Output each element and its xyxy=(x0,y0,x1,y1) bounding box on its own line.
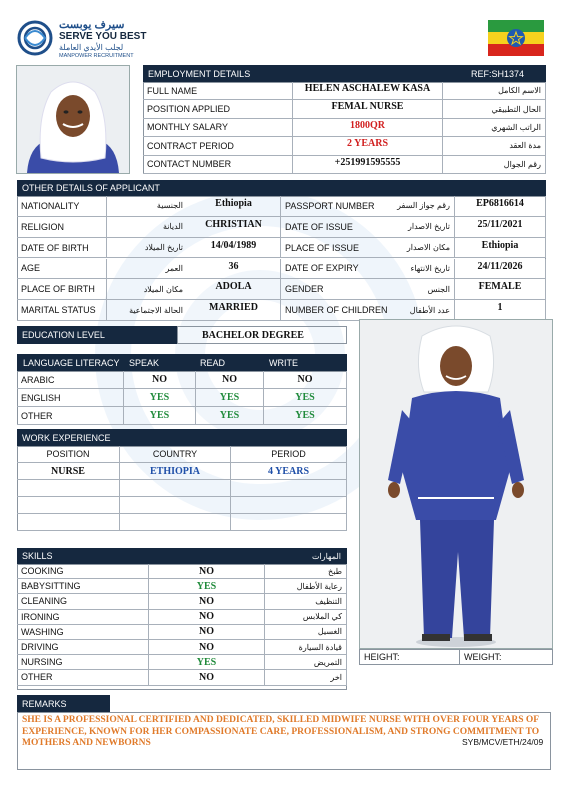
employment-label: MONTHLY SALARY xyxy=(143,119,293,137)
skill-value: NO xyxy=(149,564,265,579)
skill-value: NO xyxy=(149,610,265,625)
employment-label-arabic: مدة العقد xyxy=(443,137,546,155)
employment-header-label: EMPLOYMENT DETAILS xyxy=(148,68,251,79)
employment-label-arabic: الراتب الشهري xyxy=(443,119,546,137)
employment-value: FEMAL NURSE xyxy=(293,100,443,118)
other-right-label-arabic: الجنس xyxy=(371,279,455,300)
education-label: EDUCATION LEVEL xyxy=(22,330,105,340)
other-right-label-arabic: عدد الأطفال xyxy=(371,300,455,321)
employment-label-arabic: الحال التطبيقي xyxy=(443,100,546,118)
employment-label-arabic: الاسم الكامل xyxy=(443,82,546,100)
employment-label: CONTACT NUMBER xyxy=(143,156,293,174)
skill-name: WASHING xyxy=(17,625,149,640)
work-cell xyxy=(231,514,347,531)
employment-label: FULL NAME xyxy=(143,82,293,100)
work-experience-label: WORK EXPERIENCE xyxy=(22,432,111,443)
work-cell xyxy=(120,497,231,514)
language-speak: NO xyxy=(124,371,196,389)
other-right-label-arabic: تاريخ الاصدار xyxy=(371,217,455,238)
language-col-read: READ xyxy=(200,357,226,368)
skills-header xyxy=(17,548,347,564)
skill-name: BABYSITTING xyxy=(17,579,149,594)
language-header xyxy=(17,354,347,371)
language-write: NO xyxy=(264,371,347,389)
other-right-label: GENDER xyxy=(281,279,371,300)
logo-arabic: سيرف يوبست xyxy=(59,19,125,31)
skill-name: IRONING xyxy=(17,610,149,625)
employment-value: 2 YEARS xyxy=(293,137,443,155)
employment-value: 1800QR xyxy=(293,119,443,137)
other-left-label-arabic: الحالة الاجتماعية xyxy=(107,300,187,321)
reference-number: REF:SH1374 xyxy=(471,68,525,79)
work-cell xyxy=(17,480,120,497)
work-cell xyxy=(231,480,347,497)
other-right-label: NUMBER OF CHILDREN xyxy=(281,300,371,321)
skill-value: NO xyxy=(149,594,265,609)
work-cell xyxy=(120,514,231,531)
other-left-value: 14/04/1989 xyxy=(187,238,281,259)
skill-value: NO xyxy=(149,670,265,685)
other-right-label: DATE OF EXPIRY xyxy=(281,259,371,280)
skill-name-arabic: رعاية الأطفال xyxy=(265,579,347,594)
language-col-name: LANGUAGE LITERACY xyxy=(23,357,120,368)
other-right-value: EP6816614 xyxy=(455,196,546,217)
other-left-value: Ethiopia xyxy=(187,196,281,217)
remarks-text: SHE IS A PROFESSIONAL CERTIFIED AND DEDICATED, SKILLED MIDWIFE NURSE WITH OVER FOUR YEARS OF EXPERIENCE, KNOWN FOR HER COMPASSIONATE CARE, PROFESSIONALISM, AND STRONG COMMITMENT TO MOTHERS AND NEWBORNS xyxy=(22,715,540,748)
skill-name-arabic: التنظيف xyxy=(265,594,347,609)
skill-name-arabic: التمريض xyxy=(265,655,347,670)
other-right-value: 1 xyxy=(455,300,546,321)
work-cell xyxy=(17,514,120,531)
other-left-label: MARITAL STATUS xyxy=(17,300,107,321)
skills-label: SKILLS xyxy=(22,551,53,561)
other-left-label: DATE OF BIRTH xyxy=(17,238,107,259)
skill-name-arabic: اخر xyxy=(265,670,347,685)
other-left-value: ADOLA xyxy=(187,279,281,300)
other-left-label-arabic: تاريخ الميلاد xyxy=(107,238,187,259)
education-value: BACHELOR DEGREE xyxy=(177,326,347,344)
other-left-label: NATIONALITY xyxy=(17,196,107,217)
skill-name-arabic: الغسيل xyxy=(265,625,347,640)
work-cell xyxy=(231,497,347,514)
other-details-header xyxy=(17,180,546,196)
skill-name-arabic: طبخ xyxy=(265,564,347,579)
other-right-value: 25/11/2021 xyxy=(455,217,546,238)
language-name: ENGLISH xyxy=(17,389,124,407)
other-left-value: CHRISTIAN xyxy=(187,217,281,238)
skill-name: OTHER xyxy=(17,670,149,685)
other-details-label: OTHER DETAILS OF APPLICANT xyxy=(22,183,160,193)
language-read: YES xyxy=(196,407,264,425)
skill-name: COOKING xyxy=(17,564,149,579)
work-column-header: POSITION xyxy=(17,446,120,463)
education-header xyxy=(17,326,177,344)
skill-name-arabic: كي الملابس xyxy=(265,610,347,625)
language-read: NO xyxy=(196,371,264,389)
skill-name: NURSING xyxy=(17,655,149,670)
skill-value: NO xyxy=(149,625,265,640)
employment-header xyxy=(143,65,546,82)
work-cell: ETHIOPIA xyxy=(120,463,231,480)
skill-name: CLEANING xyxy=(17,594,149,609)
other-right-value: Ethiopia xyxy=(455,238,546,259)
other-left-label-arabic: الجنسية xyxy=(107,196,187,217)
other-right-label: DATE OF ISSUE xyxy=(281,217,371,238)
other-right-label-arabic: تاريخ الانتهاء xyxy=(371,259,455,280)
other-left-label-arabic: العمر xyxy=(107,259,187,280)
company-logo xyxy=(17,18,167,64)
language-name: ARABIC xyxy=(17,371,124,389)
work-cell: 4 YEARS xyxy=(231,463,347,480)
work-column-header: COUNTRY xyxy=(120,446,231,463)
ethiopia-flag-icon xyxy=(488,20,544,56)
work-cell xyxy=(17,497,120,514)
logo-arabic-sub: لجلب الأيدي العاملة xyxy=(59,43,124,52)
other-right-label: PASSPORT NUMBER xyxy=(281,196,371,217)
language-speak: YES xyxy=(124,407,196,425)
skill-value: YES xyxy=(149,655,265,670)
skill-name-arabic: قيادة السيارة xyxy=(265,640,347,655)
work-cell xyxy=(120,480,231,497)
other-right-value: FEMALE xyxy=(455,279,546,300)
other-right-label-arabic: رقم جواز السفر xyxy=(371,196,455,217)
document-code: SYB/MCV/ETH/24/09 xyxy=(462,737,544,747)
skill-name: DRIVING xyxy=(17,640,149,655)
other-left-value: MARRIED xyxy=(187,300,281,321)
other-right-label: PLACE OF ISSUE xyxy=(281,238,371,259)
language-name: OTHER xyxy=(17,407,124,425)
employment-value: HELEN ASCHALEW KASA xyxy=(293,82,443,100)
skill-value: NO xyxy=(149,640,265,655)
logo-tagline: MANPOWER RECRUITMENT xyxy=(59,53,134,59)
work-column-header: PERIOD xyxy=(231,446,347,463)
other-left-value: 36 xyxy=(187,259,281,280)
other-right-value: 24/11/2026 xyxy=(455,259,546,280)
employment-label-arabic: رقم الجوال xyxy=(443,156,546,174)
height-field: HEIGHT: xyxy=(359,649,460,665)
language-read: YES xyxy=(196,389,264,407)
work-experience-header xyxy=(17,429,347,446)
applicant-portrait xyxy=(16,65,130,174)
language-write: YES xyxy=(264,389,347,407)
logo-name: SERVE YOU BEST xyxy=(59,31,147,42)
remarks-header xyxy=(17,695,110,712)
employment-value: +251991595555 xyxy=(293,156,443,174)
language-col-speak: SPEAK xyxy=(129,357,160,368)
work-cell: NURSE xyxy=(17,463,120,480)
other-left-label-arabic: الديانة xyxy=(107,217,187,238)
weight-field: WEIGHT: xyxy=(459,649,553,665)
employment-label: POSITION APPLIED xyxy=(143,100,293,118)
other-right-label-arabic: مكان الاصدار xyxy=(371,238,455,259)
other-left-label: AGE xyxy=(17,259,107,280)
other-left-label-arabic: مكان الميلاد xyxy=(107,279,187,300)
remarks-label: REMARKS xyxy=(22,698,67,709)
skill-value: YES xyxy=(149,579,265,594)
language-write: YES xyxy=(264,407,347,425)
other-left-label: PLACE OF BIRTH xyxy=(17,279,107,300)
employment-label: CONTRACT PERIOD xyxy=(143,137,293,155)
logo-emblem-icon xyxy=(17,20,53,56)
language-speak: YES xyxy=(124,389,196,407)
other-left-label: RELIGION xyxy=(17,217,107,238)
language-col-write: WRITE xyxy=(269,357,298,368)
skills-label-arabic: المهارات xyxy=(311,551,341,561)
applicant-full-photo xyxy=(359,319,553,649)
